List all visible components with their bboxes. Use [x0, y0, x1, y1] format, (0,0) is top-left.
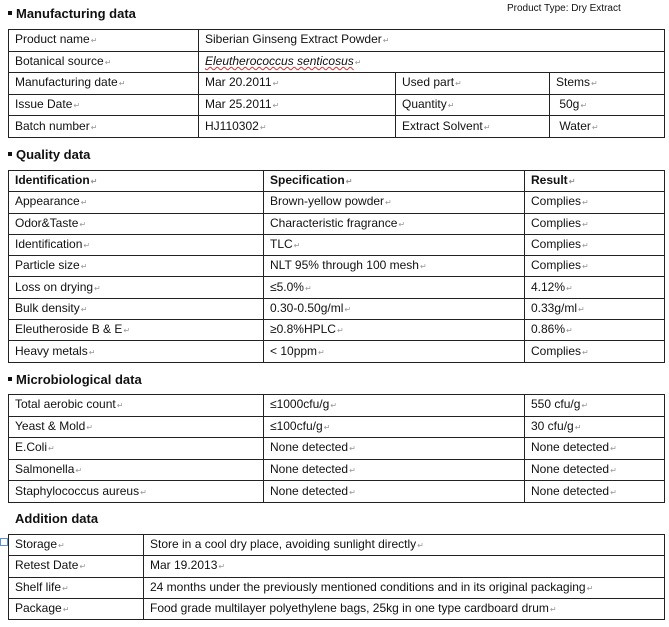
table-cell[interactable] [525, 234, 665, 255]
column-header[interactable] [525, 171, 665, 192]
table-cell[interactable] [9, 51, 199, 73]
table-cell[interactable] [525, 277, 665, 298]
cell-text: 550 cfu/g [531, 397, 581, 412]
cell-text: Result [531, 173, 568, 188]
table-cell[interactable] [525, 320, 665, 341]
cell-text: 50g [556, 97, 580, 112]
quality-dataheading [8, 147, 90, 162]
manufacturing-datatable [8, 29, 665, 138]
table-row [9, 416, 665, 438]
cell-text: HJ110302 [205, 118, 259, 133]
table-cell[interactable] [9, 116, 199, 138]
cell-text: 0.33g/ml [531, 300, 578, 315]
cell-text: Product name [15, 32, 90, 47]
cell-text: Complies [531, 237, 582, 252]
table-cell[interactable] [264, 341, 525, 362]
cell-text: Complies [531, 343, 582, 358]
cell-text: Eleutherococcus senticosus [205, 53, 354, 68]
table-cell[interactable] [550, 73, 665, 95]
cell-text: Retest Date [15, 558, 79, 573]
cell-text: None detected [270, 462, 349, 477]
cell-text: Issue Date [15, 97, 73, 112]
table-row [9, 256, 665, 277]
cell-text: None detected [270, 440, 349, 455]
table-row [9, 320, 665, 341]
table-row [9, 277, 665, 298]
cell-text: 0.30-0.50g/ml [270, 300, 344, 315]
table-cell[interactable] [525, 298, 665, 319]
cell-text: Manufacturing date [15, 75, 118, 90]
table-cell[interactable] [264, 213, 525, 234]
table-cell[interactable] [396, 73, 550, 95]
table-cell[interactable] [9, 213, 264, 234]
cell-text: Loss on drying [15, 279, 94, 294]
table-cell[interactable] [264, 438, 525, 460]
table-cell[interactable] [9, 73, 199, 95]
cell-text: Complies [531, 194, 582, 209]
cell-text: ≤1000cfu/g [270, 397, 330, 412]
table-cell[interactable] [525, 192, 665, 213]
cell-text: Water [556, 118, 591, 133]
table-cell[interactable] [144, 556, 665, 577]
column-header[interactable] [264, 171, 525, 192]
table-cell[interactable] [525, 395, 665, 417]
bullet-icon [8, 152, 12, 156]
cell-text: Appearance [15, 194, 80, 209]
table-cell[interactable] [525, 481, 665, 503]
cell-text: < 10ppm [270, 343, 318, 358]
table-cell[interactable] [199, 30, 665, 52]
product-type-label: Product Type: Dry Extract [507, 3, 621, 14]
cell-text: Complies [531, 215, 582, 230]
cell-text: NLT 95% through 100 mesh [270, 258, 419, 273]
cell-text: Eleutheroside B & E [15, 322, 123, 337]
table-cell[interactable] [396, 116, 550, 138]
table-row [9, 481, 665, 503]
table-cell[interactable] [525, 256, 665, 277]
table-cell[interactable] [9, 94, 199, 116]
table-cell[interactable] [264, 192, 525, 213]
cell-text: Odor&Taste [15, 215, 79, 230]
table-cell[interactable] [144, 598, 665, 619]
table-row [9, 30, 665, 52]
cell-text: None detected [531, 483, 610, 498]
cell-text: Shelf life [15, 579, 62, 594]
table-cell[interactable] [264, 395, 525, 417]
cell-text: TLC [270, 237, 293, 252]
cell-text: 4.12% [531, 279, 566, 294]
table-cell[interactable] [264, 256, 525, 277]
microbiological-datatable [8, 394, 665, 503]
cell-text: Bulk density [15, 300, 80, 315]
cell-text: Complies [531, 258, 582, 273]
cell-text: Total aerobic count [15, 397, 116, 412]
manufacturing-dataheading [8, 6, 136, 21]
table-cell[interactable] [9, 256, 264, 277]
table-cell[interactable] [9, 30, 199, 52]
cell-text: Stems [556, 75, 591, 90]
cell-text: Mar 25.2011 [205, 97, 272, 112]
table-cell[interactable] [550, 116, 665, 138]
table-cell[interactable] [9, 438, 264, 460]
cell-text: Specification [270, 173, 345, 188]
table-cell[interactable] [264, 234, 525, 255]
table-cell[interactable] [525, 213, 665, 234]
table-cell[interactable] [264, 320, 525, 341]
microbiological-dataheading [8, 372, 142, 387]
table-row [9, 438, 665, 460]
table-row [9, 395, 665, 417]
cell-text: E.Coli [15, 440, 48, 455]
table-row [9, 213, 665, 234]
table-cell[interactable] [264, 277, 525, 298]
table-row [9, 535, 665, 556]
table-cell[interactable] [525, 438, 665, 460]
table-cell[interactable] [550, 94, 665, 116]
table-cell[interactable] [9, 395, 264, 417]
table-move-handle-icon[interactable] [0, 538, 8, 546]
cell-text: Used part [402, 75, 455, 90]
cell-text: Extract Solvent [402, 118, 483, 133]
table-header-row [9, 171, 665, 192]
cell-text: Botanical source [15, 53, 104, 68]
table-row [9, 556, 665, 577]
section-title: Quality data [16, 147, 91, 162]
table-cell[interactable] [396, 94, 550, 116]
table-cell[interactable] [264, 298, 525, 319]
table-cell[interactable] [9, 577, 144, 598]
table-cell[interactable] [9, 459, 264, 481]
table-cell[interactable] [9, 556, 144, 577]
addition-datatable [8, 534, 665, 620]
table-cell[interactable] [525, 341, 665, 362]
table-cell[interactable] [9, 234, 264, 255]
cell-text: ≥0.8%HPLC [270, 322, 336, 337]
cell-text: None detected [531, 462, 610, 477]
cell-text: 30 cfu/g [531, 418, 574, 433]
section-title: Addition data [15, 511, 99, 526]
table-cell[interactable] [525, 416, 665, 438]
addition-dataheading [15, 511, 98, 526]
table-row [9, 116, 665, 138]
cell-text: ≤100cfu/g [270, 418, 323, 433]
table-cell[interactable] [199, 94, 396, 116]
table-row [9, 598, 665, 619]
cell-text: Mar 20.2011 [205, 75, 272, 90]
cell-text: Staphylococcus aureus [15, 483, 140, 498]
cell-text: Yeast & Mold [15, 418, 86, 433]
table-cell[interactable] [264, 481, 525, 503]
cell-text: Storage [15, 537, 58, 552]
table-cell[interactable] [9, 277, 264, 298]
table-row [9, 459, 665, 481]
quality-datatable [8, 170, 665, 363]
cell-text: Brown-yellow powder [270, 194, 385, 209]
cell-text: Siberian Ginseng Extract Powder [205, 32, 382, 47]
table-cell[interactable] [525, 459, 665, 481]
table-row [9, 192, 665, 213]
table-cell[interactable] [199, 73, 396, 95]
cell-text: Mar 19.2013 [150, 558, 218, 573]
table-row [9, 577, 665, 598]
bullet-icon [8, 11, 12, 15]
table-cell[interactable] [9, 320, 264, 341]
cell-text: Package [15, 600, 62, 615]
table-cell[interactable] [9, 298, 264, 319]
cell-text: None detected [270, 483, 349, 498]
table-cell[interactable] [199, 51, 665, 73]
table-cell[interactable] [9, 416, 264, 438]
cell-text: Identification [15, 173, 90, 188]
cell-text: Food grade multilayer polyethylene bags, 25kg in one type cardboard drum [150, 600, 549, 615]
cell-text: 24 months under the previously mentioned conditions and in its original packaging [150, 579, 586, 594]
table-cell[interactable] [9, 535, 144, 556]
table-cell[interactable] [264, 416, 525, 438]
cell-text: Identification [15, 237, 83, 252]
table-row [9, 234, 665, 255]
cell-text: Batch number [15, 118, 90, 133]
table-cell[interactable] [199, 116, 396, 138]
table-row [9, 298, 665, 319]
table-row [9, 341, 665, 362]
table-cell[interactable] [9, 192, 264, 213]
table-cell[interactable] [9, 341, 264, 362]
section-title: Manufacturing data [16, 6, 136, 21]
cell-text: Store in a cool dry place, avoiding sunlight directly [150, 537, 417, 552]
table-cell[interactable] [144, 535, 665, 556]
table-cell[interactable] [264, 459, 525, 481]
table-cell[interactable] [144, 577, 665, 598]
column-header[interactable] [9, 171, 264, 192]
cell-text: Particle size [15, 258, 80, 273]
cell-text: Quantity [402, 97, 447, 112]
table-row [9, 94, 665, 116]
table-row [9, 73, 665, 95]
table-row [9, 51, 665, 73]
cell-text: Heavy metals [15, 343, 88, 358]
cell-text: None detected [531, 440, 610, 455]
table-cell[interactable] [9, 598, 144, 619]
cell-text: Salmonella [15, 462, 75, 477]
bullet-icon [8, 377, 12, 381]
cell-text: Characteristic fragrance [270, 215, 398, 230]
cell-text: ≤5.0% [270, 279, 304, 294]
section-title: Microbiological data [16, 372, 142, 387]
table-cell[interactable] [9, 481, 264, 503]
cell-text: 0.86% [531, 322, 566, 337]
